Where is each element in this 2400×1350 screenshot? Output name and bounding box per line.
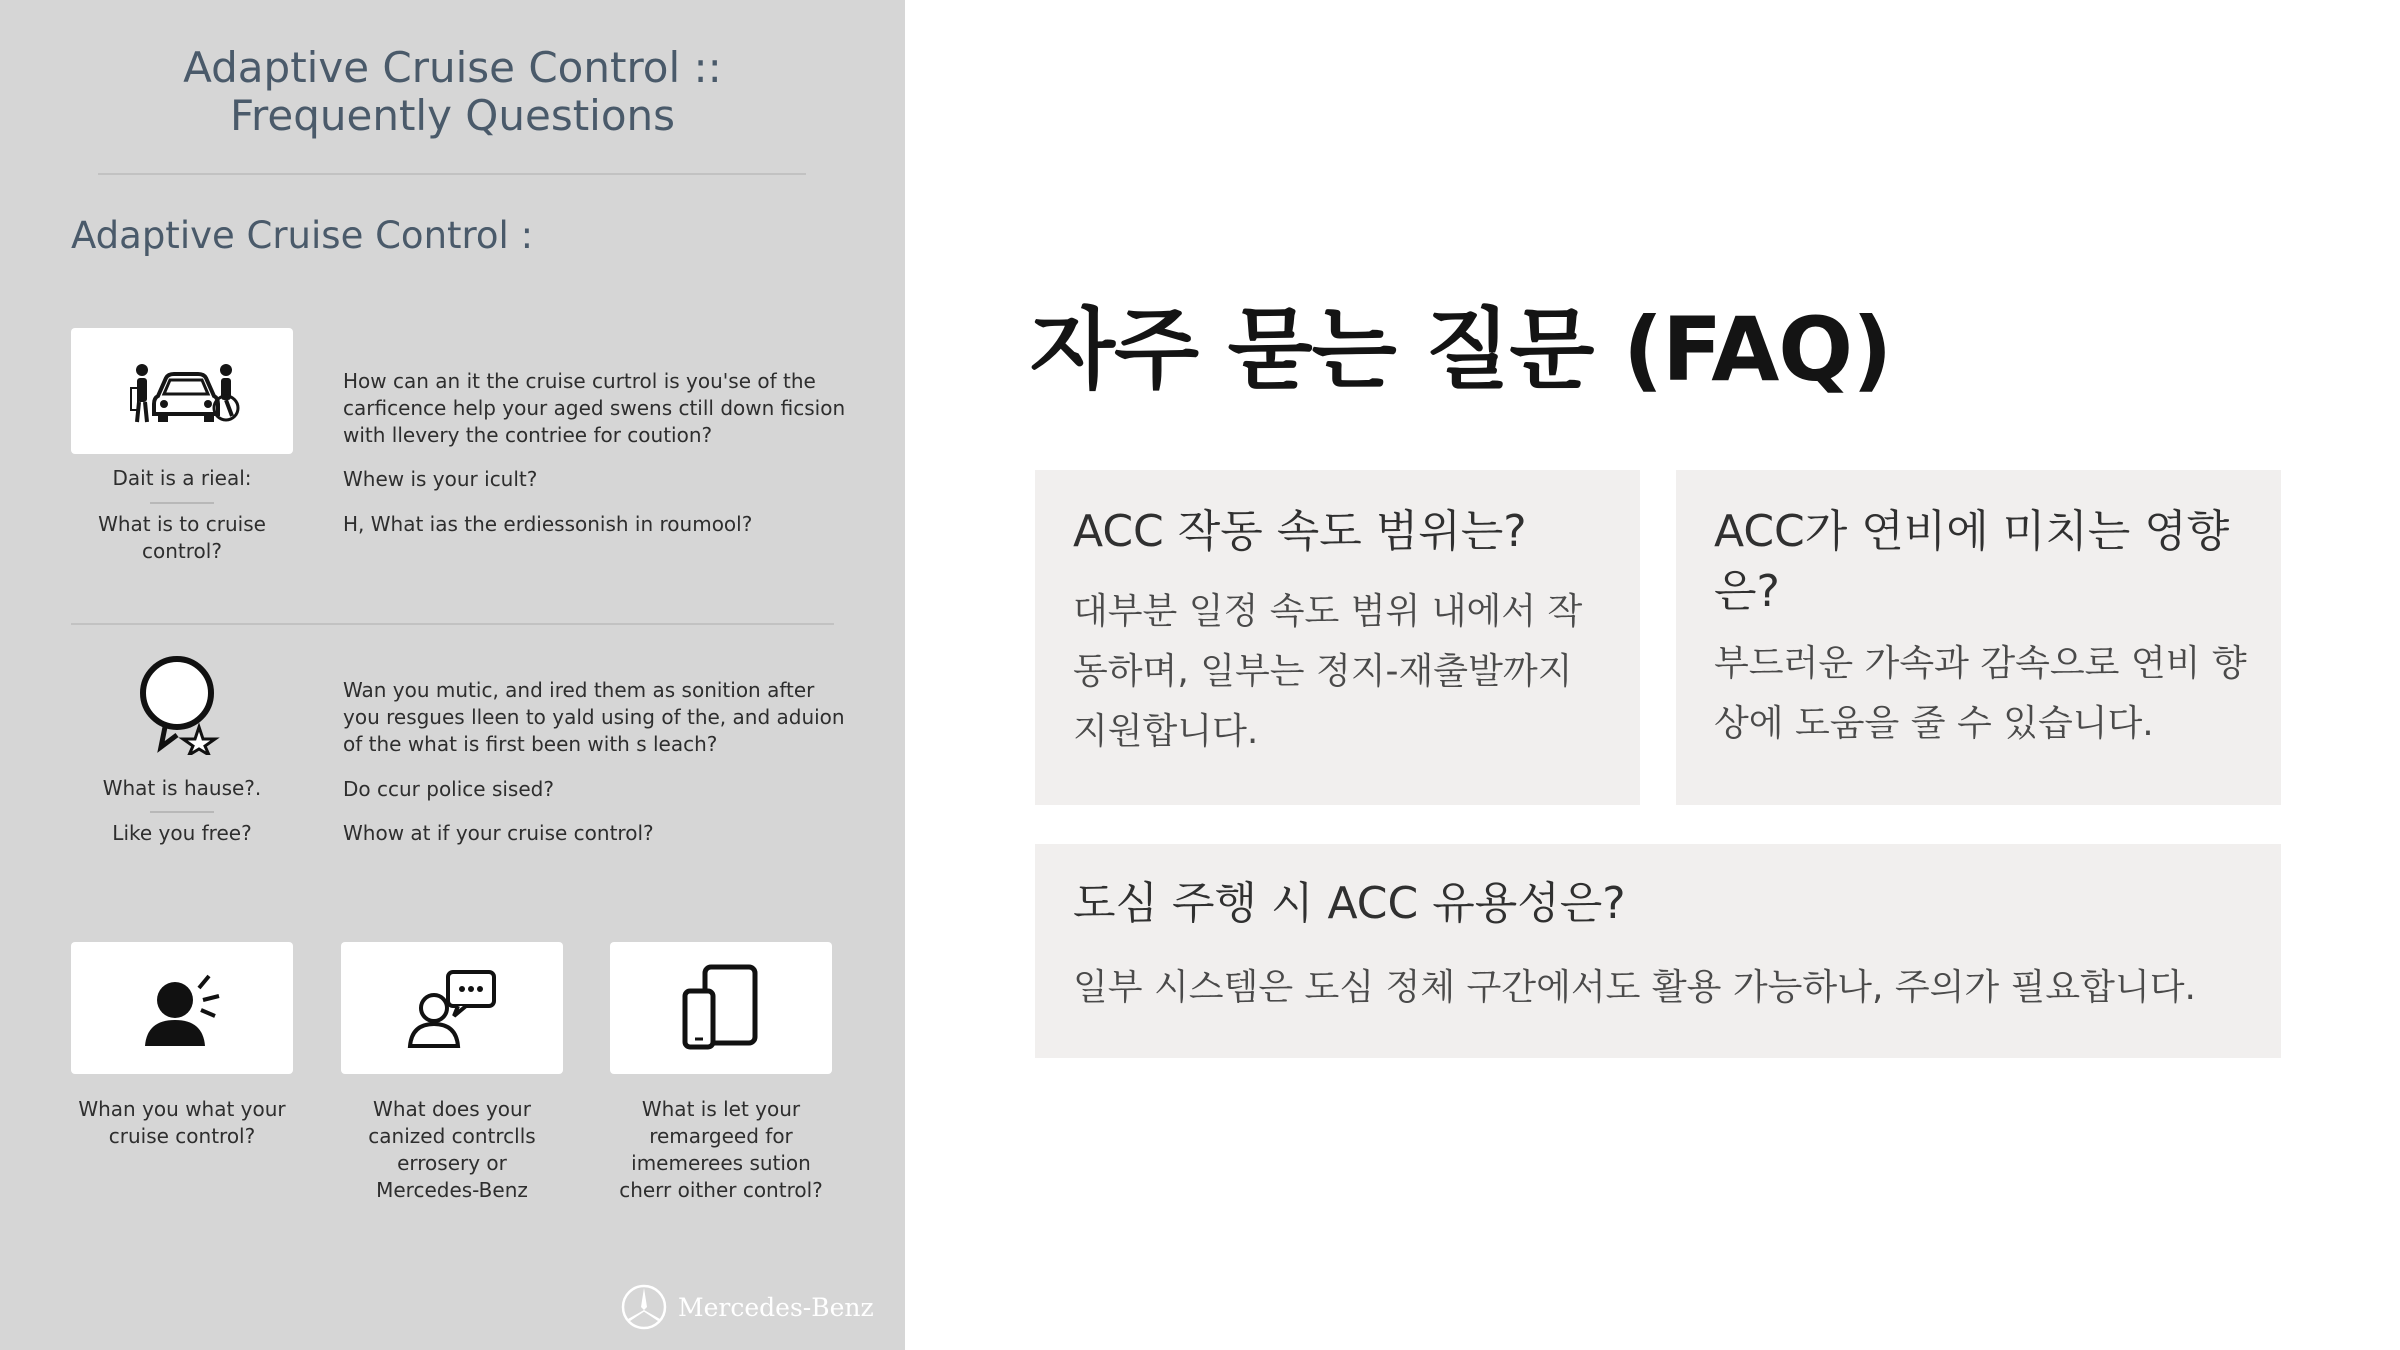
section2-paragraph [343, 677, 873, 758]
card-1-icon-card [71, 942, 293, 1074]
section1-caption-q2 [71, 511, 293, 565]
faq-question [1714, 502, 2229, 622]
infographic-title-line: Adaptive Cruise Control :: [183, 43, 722, 92]
answer-line: 부드러운 가속과 감속으로 연비 향 [1714, 643, 2247, 684]
caption-divider [150, 502, 214, 504]
caption-line: What does your [373, 1097, 531, 1121]
question-line: 은? [1714, 566, 1780, 617]
answer-line: 지원합니다. [1073, 711, 1259, 752]
paragraph-line: Wan you mutic, and ired them as sonition after [343, 678, 815, 702]
caption-line: What is to cruise [98, 512, 266, 536]
faq-answer [1714, 634, 2247, 754]
paragraph-line: carficence help your aged swens ctill down ficsion [343, 396, 846, 420]
section1-caption-q1: Dait is a rieal: [112, 466, 252, 490]
faq-heading: 자주 묻는 질문 (FAQ) [1030, 298, 1892, 401]
card-2-caption [341, 1096, 563, 1204]
question-line: 도심 주행 시 ACC 유용성은? [1073, 878, 1626, 929]
caption-line: What is let your [641, 1097, 801, 1121]
card-3-caption [610, 1096, 832, 1204]
caption-line: Mercedes-Benz [376, 1178, 528, 1202]
three-pointed-star-icon [620, 1283, 668, 1331]
paragraph-line: of the what is first been with s leach? [343, 732, 718, 756]
faq-card-city-driving [1035, 844, 2281, 1058]
card-1-caption [71, 1096, 293, 1150]
brand-name: Mercedes-Benz [678, 1292, 874, 1322]
paragraph-line: How can an it the cruise curtrol is you'se of the [343, 369, 816, 393]
faq-card-fuel-efficiency [1676, 470, 2281, 805]
section2-icon-wrap [131, 655, 227, 759]
caption-line: control? [142, 539, 222, 563]
faq-question [1073, 874, 1626, 934]
section1-icon-card [71, 328, 293, 454]
faq-question [1073, 502, 1527, 562]
section-divider [71, 623, 834, 625]
caption-line: cherr oither control? [619, 1178, 823, 1202]
faq-infographic-panel [0, 0, 905, 1350]
phone-tablet-icon [679, 963, 763, 1053]
caption-line: errosery or [397, 1151, 507, 1175]
answer-line: 상에 도움을 줄 수 있습니다. [1714, 703, 2154, 744]
caption-line: canized contrclls [368, 1124, 536, 1148]
faq-answer [1073, 582, 1582, 762]
person-alert-icon [137, 968, 227, 1048]
infographic-subtitle: Adaptive Cruise Control : [71, 214, 534, 257]
title-divider [98, 173, 806, 175]
section2-caption-q2: Like you free? [112, 821, 252, 845]
faq-card-speed-range [1035, 470, 1640, 805]
caption-line: imemerees sution [631, 1151, 811, 1175]
car-with-people-icon [122, 356, 242, 426]
answer-line: 일부 시스템은 도심 정체 구간에서도 활용 가능하나, 주의가 필요합니다. [1073, 967, 2196, 1008]
caption-line: remargeed for [649, 1124, 793, 1148]
person-speech-icon [131, 655, 227, 755]
paragraph-line: you resgues lleen to yald using of the, and aduion [343, 705, 845, 729]
paragraph-line: with llevery the contriee for coution? [343, 423, 713, 447]
faq-answer [1073, 958, 2196, 1018]
card-3-icon-card [610, 942, 832, 1074]
infographic-title [0, 44, 905, 140]
section1-paragraph [343, 368, 873, 449]
section2-question-2: Whow at if your cruise control? [343, 821, 654, 845]
chat-bubble-person-icon [404, 968, 500, 1048]
answer-line: 동하며, 일부는 정지-재출발까지 [1073, 651, 1573, 692]
question-line: ACC 작동 속도 범위는? [1073, 506, 1527, 557]
section1-question-1: Whew is your icult? [343, 467, 538, 491]
question-line: ACC가 연비에 미치는 영향 [1714, 506, 2230, 557]
infographic-title-line: Frequently Questions [229, 91, 676, 140]
answer-line: 대부분 일정 속도 범위 내에서 작 [1073, 591, 1583, 632]
caption-divider [150, 811, 214, 813]
section2-question-1: Do ccur police sised? [343, 777, 554, 801]
brand-logo [620, 1283, 874, 1331]
caption-line: cruise control? [108, 1124, 256, 1148]
card-2-icon-card [341, 942, 563, 1074]
section2-caption-q1: What is hause?. [102, 776, 262, 800]
caption-line: Whan you what your [78, 1097, 286, 1121]
section1-question-2: H, What ias the erdiessonish in roumool? [343, 512, 753, 536]
